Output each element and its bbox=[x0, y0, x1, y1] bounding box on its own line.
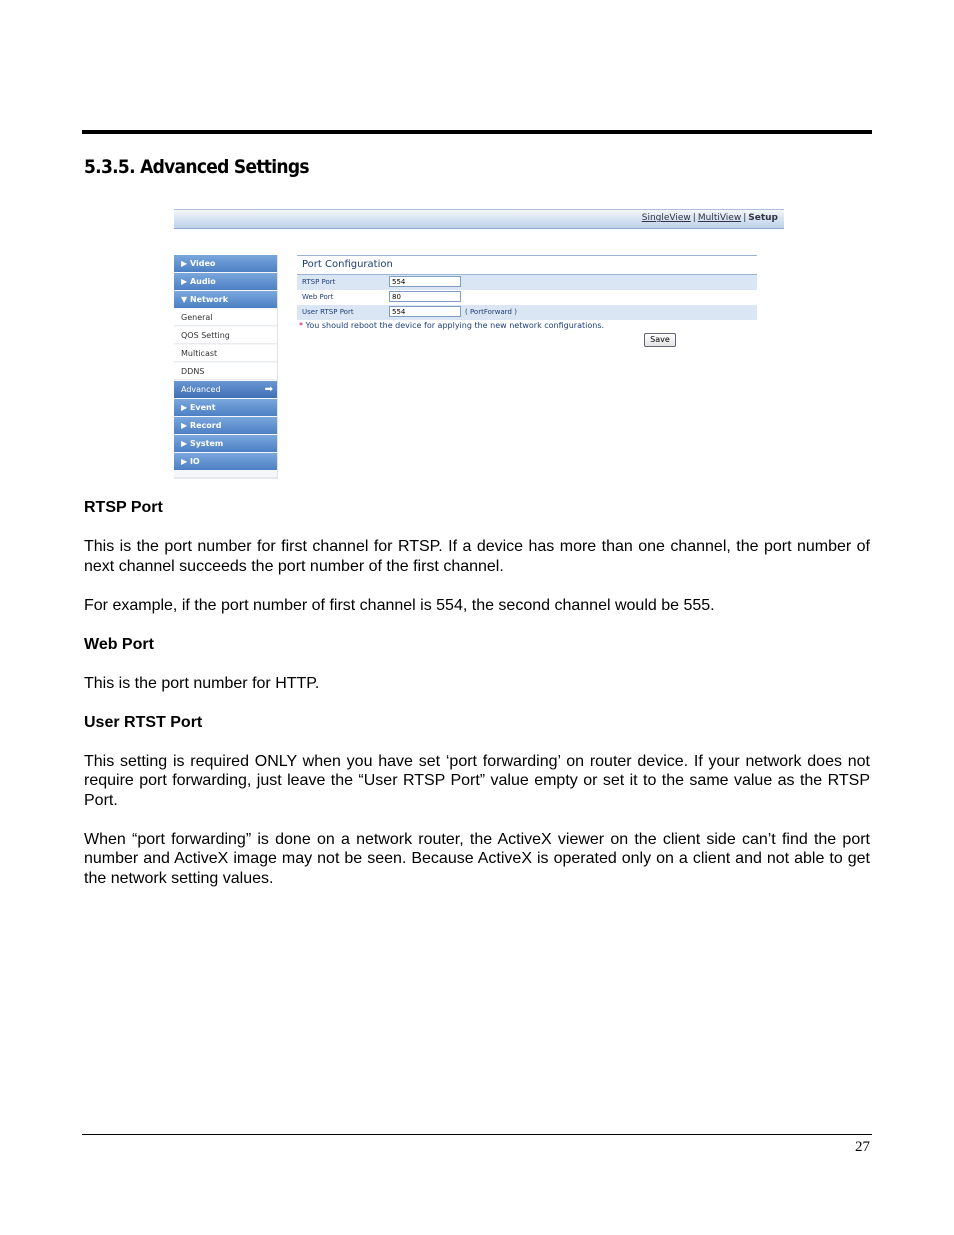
user-rtsp-port-label: User RTSP Port bbox=[302, 308, 354, 316]
setup-menu bbox=[174, 255, 278, 479]
reboot-warning-text: You should reboot the device for applying the new network configurations. bbox=[305, 321, 605, 330]
port-configuration-title: Port Configuration bbox=[297, 255, 757, 275]
content bbox=[84, 498, 870, 888]
rtsp-port-row bbox=[297, 275, 757, 290]
menu-item-io[interactable]: ▶ IO bbox=[174, 453, 277, 470]
nav-multi-view[interactable]: MultiView bbox=[697, 213, 742, 223]
web-port-label: Web Port bbox=[302, 293, 334, 301]
menu-item-advanced[interactable]: Advanced ➡ bbox=[174, 381, 277, 398]
web-port-row bbox=[297, 290, 757, 305]
rtsp-port-heading: RTSP Port bbox=[84, 499, 163, 516]
port-forward-note: ( PortForward ) bbox=[465, 308, 517, 316]
user-rtst-port-paragraph-2: When “port forwarding” is done on a network router, the ActiveX viewer on the client side can’t find the port number and ActiveX image may not be seen. Because ActiveX is operated only on a client and not able to get the network setting values. bbox=[84, 830, 870, 887]
menu-item-audio[interactable]: ▶ Audio bbox=[174, 273, 277, 290]
nav-separator: | bbox=[743, 213, 747, 223]
menu-item-qos-setting[interactable]: QOS Setting bbox=[174, 327, 277, 344]
web-port-heading: Web Port bbox=[84, 635, 154, 653]
menu-item-video[interactable]: ▶ Video bbox=[174, 255, 277, 272]
bottom-rule bbox=[82, 1134, 872, 1135]
user-rtsp-port-input[interactable]: 554 bbox=[389, 306, 461, 317]
menu-item-event[interactable]: ▶ Event bbox=[174, 399, 277, 416]
top-nav bbox=[642, 213, 778, 223]
nav-single-view[interactable]: SingleView bbox=[641, 213, 691, 223]
port-configuration-panel bbox=[297, 255, 757, 344]
web-port-paragraph: This is the port number for HTTP. bbox=[84, 674, 320, 692]
user-rtst-port-paragraph-1: This setting is required ONLY when you have set ‘port forwarding’ on router device. If your network does not require port forwarding, just leave the “User RTSP Port” value empty or set it to the same value as the RTSP Port. bbox=[84, 752, 870, 809]
warning-star: * bbox=[299, 321, 303, 330]
page-number: 27 bbox=[855, 1139, 870, 1155]
menu-item-record[interactable]: ▶ Record bbox=[174, 417, 277, 434]
menu-item-ddns[interactable]: DDNS bbox=[174, 363, 277, 380]
reboot-warning bbox=[297, 321, 757, 330]
menu-item-network[interactable]: ▼ Network bbox=[174, 291, 277, 308]
top-bar bbox=[174, 209, 784, 229]
rtsp-port-input[interactable]: 554 bbox=[389, 276, 461, 287]
web-port-input[interactable]: 80 bbox=[389, 291, 461, 302]
menu-item-multicast[interactable]: Multicast bbox=[174, 345, 277, 362]
nav-separator: | bbox=[692, 213, 696, 223]
menu-item-system[interactable]: ▶ System bbox=[174, 435, 277, 452]
save-button[interactable]: Save bbox=[644, 333, 676, 347]
user-rtst-port-heading: User RTST Port bbox=[84, 713, 203, 731]
section-title: 5.3.5. Advanced Settings bbox=[84, 156, 309, 178]
rtsp-port-label: RTSP Port bbox=[302, 278, 336, 286]
user-rtsp-port-row bbox=[297, 305, 757, 320]
nav-setup[interactable]: Setup bbox=[748, 213, 778, 223]
arrow-right-icon: ➡ bbox=[264, 384, 273, 395]
rtsp-port-paragraph-2: For example, if the port number of first channel is 554, the second channel would be 555. bbox=[84, 596, 715, 614]
rtsp-port-paragraph-1: This is the port number for first channel for RTSP. If a device has more than one channel, the port number of next channel succeeds the port number of the first channel. bbox=[84, 538, 870, 575]
menu-item-general[interactable]: General bbox=[174, 309, 277, 326]
setup-screenshot bbox=[174, 209, 784, 479]
top-rule bbox=[82, 130, 872, 134]
